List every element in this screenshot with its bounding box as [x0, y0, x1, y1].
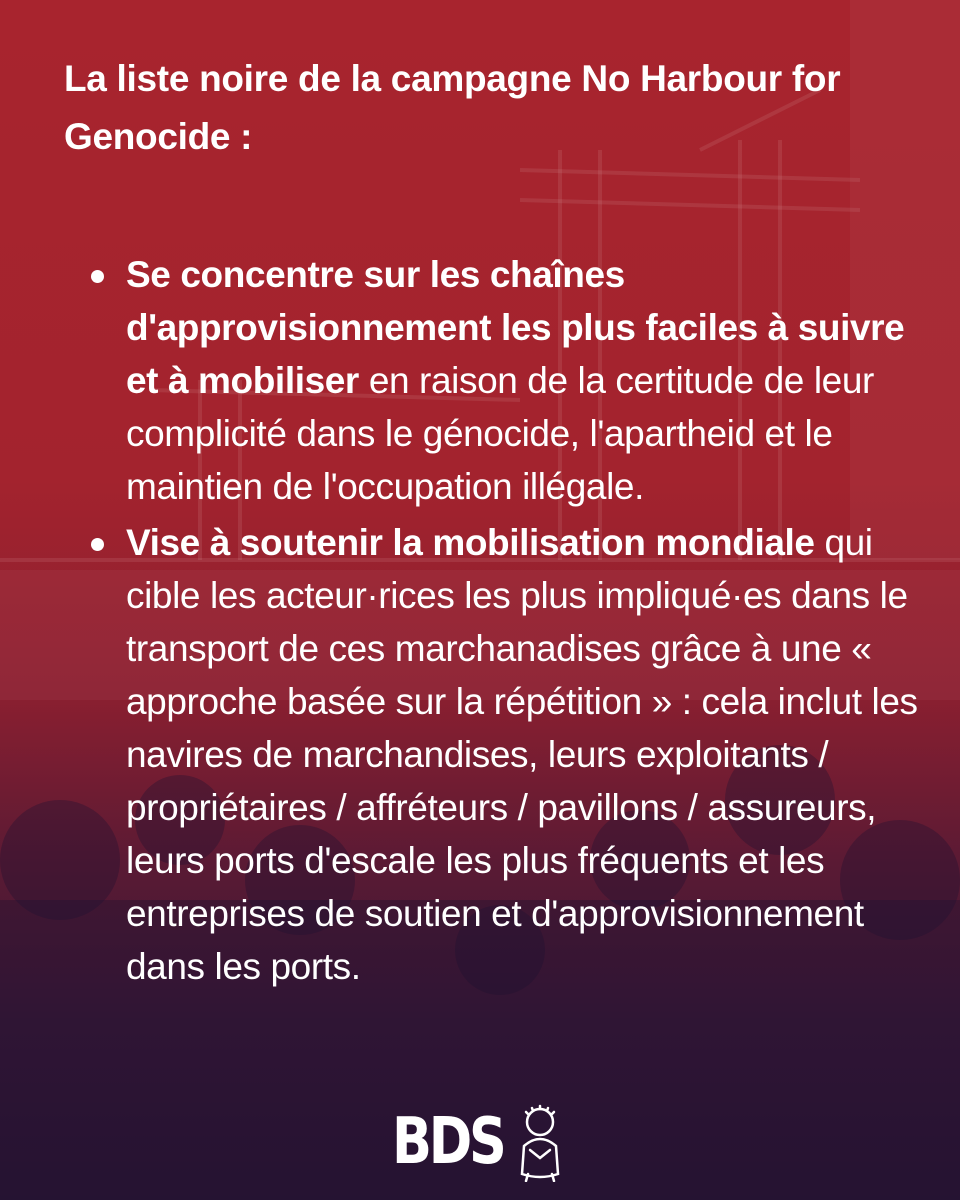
bullet-1-text: en raison de la certitude de leur complicité dans le génocide, l'apartheid et le maintien de l'occupation illégale. — [126, 360, 874, 507]
handala-icon — [510, 1104, 568, 1182]
bullet-2-text: qui cible les acteur·rices les plus impliqué·es dans le transport de ces marchanadises grâce à une « approche basée sur la répétition » : cela inclut les navires de marchandises, leurs exploitants / propriétaires / affréteurs / pavillons / assureurs, leurs ports d'escale les plus fréquents et les entreprises de soutien et d'approvisionnement dans les ports. — [126, 522, 918, 987]
bullet-1-bold: Se concentre sur les chaînes d'approvisionnement les plus faciles à suivre et à mobiliser — [126, 254, 905, 401]
text-block — [64, 50, 924, 996]
bds-logo-text: BDS — [392, 1105, 504, 1179]
bullet-2-bold: Vise à soutenir la mobilisation mondiale — [126, 522, 815, 563]
bullet-list — [64, 248, 924, 993]
bullet-dot-icon — [91, 270, 104, 283]
bullet-dot-icon — [91, 538, 104, 551]
bullet-item-2 — [64, 516, 924, 993]
bds-logo — [392, 1102, 568, 1182]
bullet-item-1 — [64, 248, 924, 513]
headline: La liste noire de la campagne No Harbour for Genocide : — [64, 58, 841, 157]
